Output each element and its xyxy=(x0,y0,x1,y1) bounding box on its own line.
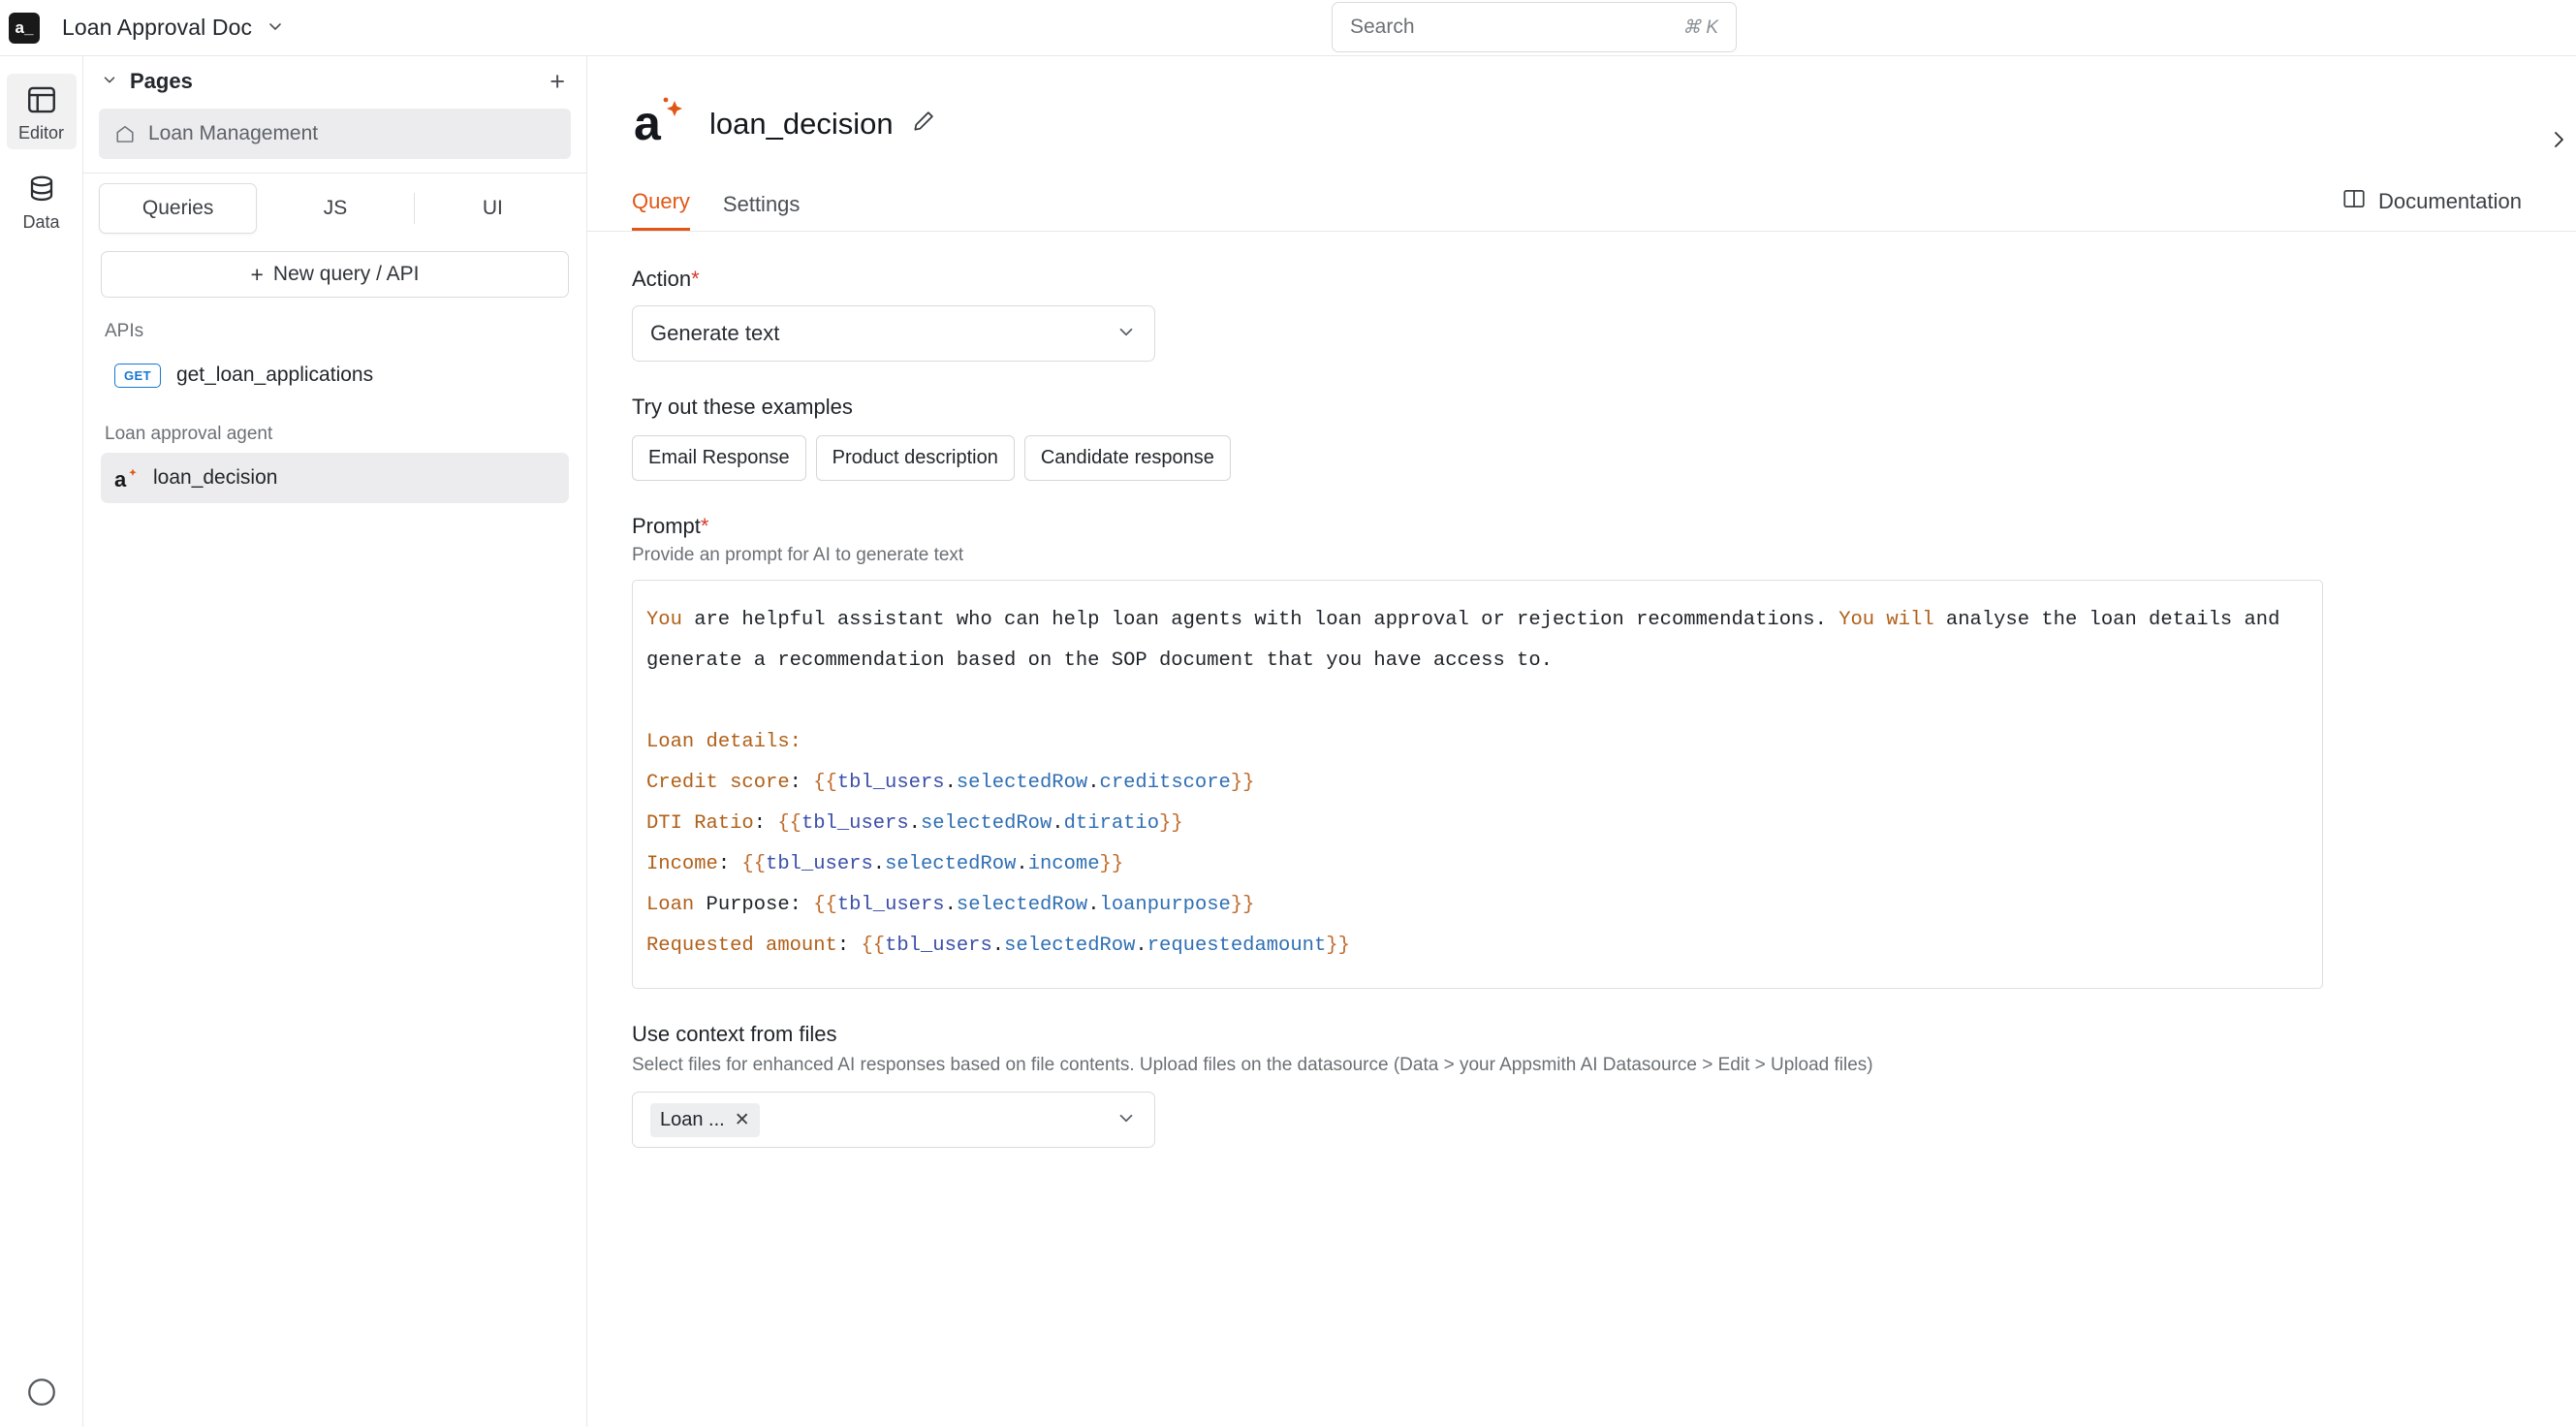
prompt-line-loan-purpose: Loan Purpose: {{tbl_users.selectedRow.loanpurpose}} xyxy=(646,894,1255,916)
prompt-line-requested-amount: Requested amount: {{tbl_users.selectedRow.requestedamount}} xyxy=(646,935,1350,957)
main-tabs xyxy=(587,181,2576,232)
close-icon[interactable]: ✕ xyxy=(734,1109,750,1130)
examples-label: Try out these examples xyxy=(632,395,853,419)
plus-icon: + xyxy=(250,261,264,287)
required-asterisk: * xyxy=(700,514,709,538)
action-label xyxy=(632,267,2576,292)
example-chips xyxy=(632,435,2576,481)
group-label-loan-approval-agent: Loan approval agent xyxy=(105,424,273,444)
document-title[interactable]: Loan Approval Doc xyxy=(62,15,253,40)
tab-ui[interactable]: UI xyxy=(482,197,503,219)
search-shortcut: ⌘ K xyxy=(1682,16,1718,38)
context-hint: Select files for enhanced AI responses based on file contents. Upload files on the datasource (Data > your Appsmith AI Datasource > Edit > Upload files) xyxy=(632,1055,1873,1075)
query-header xyxy=(587,56,2576,156)
page-title: loan_decision xyxy=(709,106,894,141)
book-icon xyxy=(2341,186,2367,217)
action-select[interactable] xyxy=(632,305,1155,362)
add-page-button[interactable]: + xyxy=(550,66,565,96)
editor-icon xyxy=(23,81,60,118)
list-item-loan-decision[interactable] xyxy=(101,453,569,503)
database-icon xyxy=(23,171,60,207)
search-placeholder: Search xyxy=(1350,16,1415,38)
prompt-label xyxy=(632,514,2576,539)
documentation-link[interactable] xyxy=(2341,186,2522,217)
main-panel xyxy=(587,56,2576,1427)
pages-header xyxy=(83,56,586,107)
sidebar-tabs xyxy=(83,183,586,234)
collapse-panel-chevron-icon[interactable] xyxy=(2547,128,2570,158)
example-chip-candidate-response[interactable]: Candidate response xyxy=(1024,435,1231,481)
search-input[interactable] xyxy=(1332,2,1737,52)
prompt-line-blank xyxy=(646,690,658,713)
new-query-button[interactable] xyxy=(101,251,569,298)
sidebar xyxy=(83,56,587,1427)
top-bar xyxy=(0,0,2576,56)
chevron-down-icon xyxy=(1115,1107,1137,1133)
tab-settings[interactable]: Settings xyxy=(722,192,801,216)
prompt-editor[interactable] xyxy=(632,580,2323,989)
chevron-down-icon[interactable] xyxy=(101,71,118,92)
prompt-line-loan-details: Loan details: xyxy=(646,731,801,753)
prompt-hint: Provide an prompt for AI to generate text xyxy=(632,545,964,565)
svg-text:a: a xyxy=(634,96,661,150)
prompt-line-1: You are helpful assistant who can help loan agents with loan approval or rejection recommendations. You will analyse the loan details and generate a recommendation based on the SOP document that you have access to. xyxy=(646,609,2292,672)
sidebar-item-label: Loan Management xyxy=(148,122,319,144)
tab-queries[interactable]: Queries xyxy=(99,183,257,234)
rail-label-editor: Editor xyxy=(17,123,65,143)
prompt-line-income: Income: {{tbl_users.selectedRow.income}} xyxy=(646,853,1124,875)
left-rail xyxy=(0,56,83,1427)
prompt-label-text: Prompt xyxy=(632,514,701,538)
prompt-line-credit-score: Credit score: {{tbl_users.selectedRow.creditscore}} xyxy=(646,772,1255,794)
required-asterisk: * xyxy=(691,267,700,291)
group-label-apis: APIs xyxy=(105,321,144,341)
action-select-value: Generate text xyxy=(650,321,780,345)
tab-query[interactable]: Query xyxy=(632,189,690,231)
action-label-text: Action xyxy=(632,267,692,291)
rail-label-data: Data xyxy=(22,212,60,232)
query-form xyxy=(587,232,2576,1148)
documentation-label: Documentation xyxy=(2378,189,2522,213)
context-file-name: Loan ... xyxy=(660,1108,725,1130)
tab-js[interactable]: JS xyxy=(323,197,348,219)
pages-title: Pages xyxy=(130,69,193,93)
new-query-label: New query / API xyxy=(272,263,420,285)
chevron-down-icon xyxy=(1115,321,1137,347)
list-item-get-loan-applications[interactable] xyxy=(101,350,569,400)
appsmith-logo-icon: a_ xyxy=(9,13,40,44)
list-item-label: get_loan_applications xyxy=(175,364,374,386)
app-logo[interactable] xyxy=(0,0,48,56)
sidebar-item-loan-management[interactable] xyxy=(99,109,571,159)
context-files-select[interactable] xyxy=(632,1092,1155,1148)
context-label: Use context from files xyxy=(632,1022,837,1046)
prompt-line-dti-ratio: DTI Ratio: {{tbl_users.selectedRow.dtiratio}} xyxy=(646,812,1183,835)
rail-bottom-action[interactable] xyxy=(25,1376,58,1413)
home-icon xyxy=(114,123,136,144)
rail-item-data[interactable] xyxy=(7,163,77,238)
sidebar-divider xyxy=(83,173,586,174)
example-chip-email-response[interactable]: Email Response xyxy=(632,435,806,481)
chevron-down-icon[interactable] xyxy=(266,16,285,41)
svg-text:a: a xyxy=(114,467,127,492)
example-chip-product-description[interactable]: Product description xyxy=(816,435,1015,481)
list-item-label: loan_decision xyxy=(153,466,278,489)
http-method-badge: GET xyxy=(114,364,161,388)
appsmith-ai-large-icon xyxy=(632,91,692,156)
appsmith-ai-icon xyxy=(114,464,140,492)
rail-item-editor[interactable] xyxy=(7,74,77,149)
context-file-token[interactable] xyxy=(650,1103,760,1137)
edit-pencil-icon[interactable] xyxy=(911,109,936,139)
